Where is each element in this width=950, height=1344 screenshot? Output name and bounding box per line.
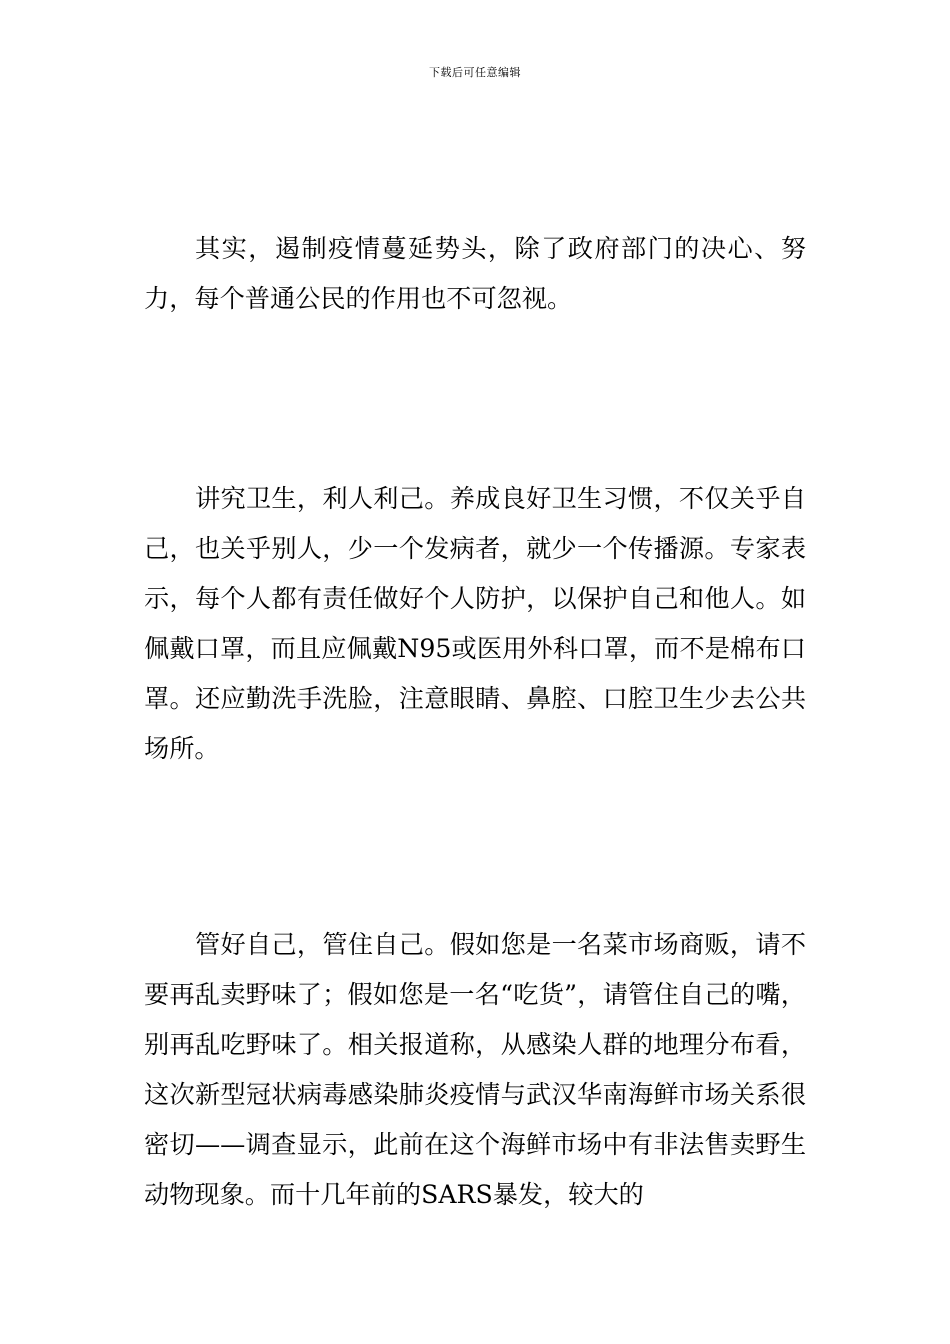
- body-paragraph: 管好自己，管住自己。假如您是一名菜市场商贩，请不要再乱卖野味了；假如您是一名“吃货”，请管住自己的嘴，别再乱吃野味了。相关报道称，从感染人群的地理分布看，这次新型冠状病毒感染肺炎疫情与武汉华南海鲜市场关系很密切——调查显示，此前在这个海鲜市场中有非法售卖野生动物现象。而十几年前的SARS暴发，较大的: [144, 930, 806, 1209]
- body-paragraph: 其实，遏制疫情蔓延势头，除了政府部门的决心、努力，每个普通公民的作用也不可忽视。: [144, 234, 806, 313]
- body-paragraph: 讲究卫生，利人利己。养成良好卫生习惯，不仅关乎自己，也关乎别人，少一个发病者，就少一个传播源。专家表示，每个人都有责任做好个人防护，以保护自己和他人。如佩戴口罩，而且应佩戴N95或医用外科口罩，而不是棉布口罩。还应勤洗手洗脸，注意眼睛、鼻腔、口腔卫生少去公共场所。: [144, 484, 806, 763]
- page-header-note: 下载后可任意编辑: [429, 66, 521, 79]
